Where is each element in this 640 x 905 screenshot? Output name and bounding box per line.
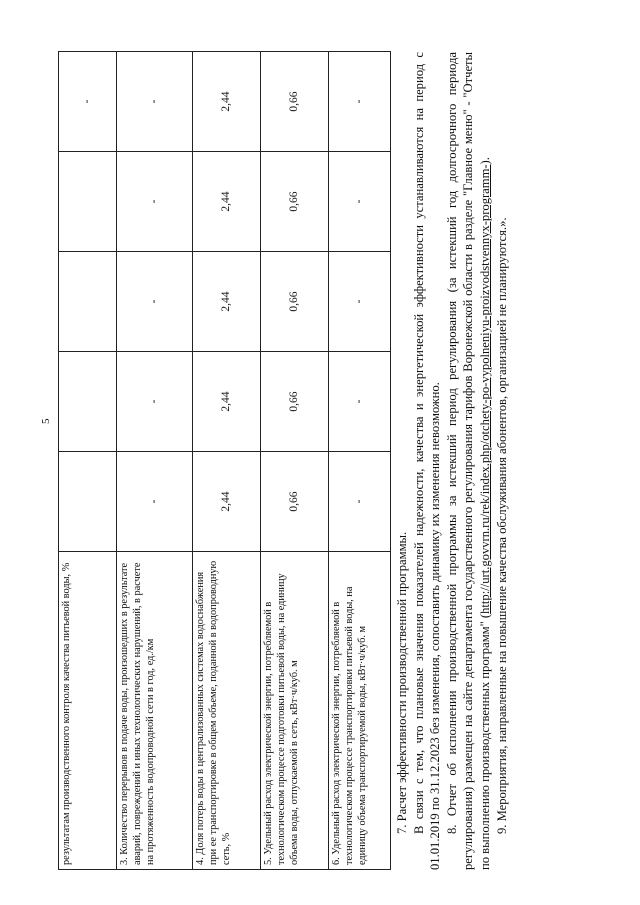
indicators-table	[58, 51, 391, 870]
page-number: 5	[40, 418, 52, 424]
section-8-text: 8. Отчет об исполнении производственной программы за истекший период регулирования (за истекший год долгосрочного периода регулирования) размещен на сайте департамента государственного регулирования тарифов Воронежской области в разделе "Главное меню" - "Отчеты по выполнению производственных программ" (	[444, 52, 492, 870]
indicator-value: 2,44	[193, 252, 261, 352]
body-text	[394, 52, 510, 870]
section-7-body: В связи с тем, что плановые значения показателей надежности, качества и энергетической эффективности устанавливаются на период с 01.01.2019 по 31.12.2023 без изменения, сопоставить динамику их изменения невозможно.	[411, 52, 443, 870]
section-7-heading: 7. Расчет эффективности производственной программы.	[395, 531, 409, 834]
indicator-value: 0,66	[261, 452, 329, 552]
indicator-value: 0,66	[261, 252, 329, 352]
indicator-value	[59, 352, 117, 452]
indicator-value: -	[329, 352, 391, 452]
indicator-value: 2,44	[193, 352, 261, 452]
report-link[interactable]: http://urt.govvrn.ru/rek/index.php/otchety-po-vypolneniyu-proizvodstvennyx-programm-	[477, 164, 492, 614]
indicator-value: 0,66	[261, 152, 329, 252]
indicator-value: -	[117, 352, 193, 452]
table-row	[329, 52, 391, 870]
indicator-value: 2,44	[193, 152, 261, 252]
indicator-value: -	[329, 52, 391, 152]
indicator-value: -	[329, 452, 391, 552]
indicator-value: 0,66	[261, 52, 329, 152]
section-8-tail: ).	[477, 157, 492, 165]
indicator-value: -	[329, 152, 391, 252]
indicator-label: 4. Доля потерь воды в централизованных системах водоснабжения при ее транспортировке в общем объеме, поданной в водопроводную сеть, %	[193, 552, 261, 870]
rotated-content	[58, 52, 586, 870]
table-row	[59, 52, 117, 870]
indicator-label: 5. Удельный расход электрической энергии, потребляемой в технологическом процессе подготовки питьевой воды, на единицу объема воды, отпускаемой в сеть, кВт·ч/куб. м	[261, 552, 329, 870]
indicator-value: -	[117, 252, 193, 352]
table-row	[193, 52, 261, 870]
indicator-value	[59, 152, 117, 252]
indicator-label: результатам производственного контроля качества питьевой воды, %	[59, 552, 117, 870]
indicator-value: -	[59, 52, 117, 152]
section-9-paragraph: 9. Мероприятия, направленные на повышение качества обслуживания абонентов, организацией не планируются.».	[494, 217, 509, 834]
indicator-value: -	[329, 252, 391, 352]
indicator-value: -	[117, 452, 193, 552]
indicator-value: 2,44	[193, 52, 261, 152]
table-row	[117, 52, 193, 870]
section-8-paragraph	[444, 52, 494, 870]
indicator-value	[59, 452, 117, 552]
table-row	[261, 52, 329, 870]
indicator-value: -	[117, 152, 193, 252]
indicator-value: 2,44	[193, 452, 261, 552]
indicator-label: 3. Количество перерывов в подаче воды, произошедших в результате аварий, повреждений и иных технологических нарушений, в расчете на протяженность водопроводной сети в год, ед./км	[117, 552, 193, 870]
indicator-value: 0,66	[261, 352, 329, 452]
indicator-label: 6. Удельный расход электрической энергии, потребляемой в технологическом процессе транспортировки питьевой воды, на единицу объема транспортируемой воды, кВт·ч/куб. м	[329, 552, 391, 870]
indicator-value	[59, 252, 117, 352]
indicator-value: -	[117, 52, 193, 152]
